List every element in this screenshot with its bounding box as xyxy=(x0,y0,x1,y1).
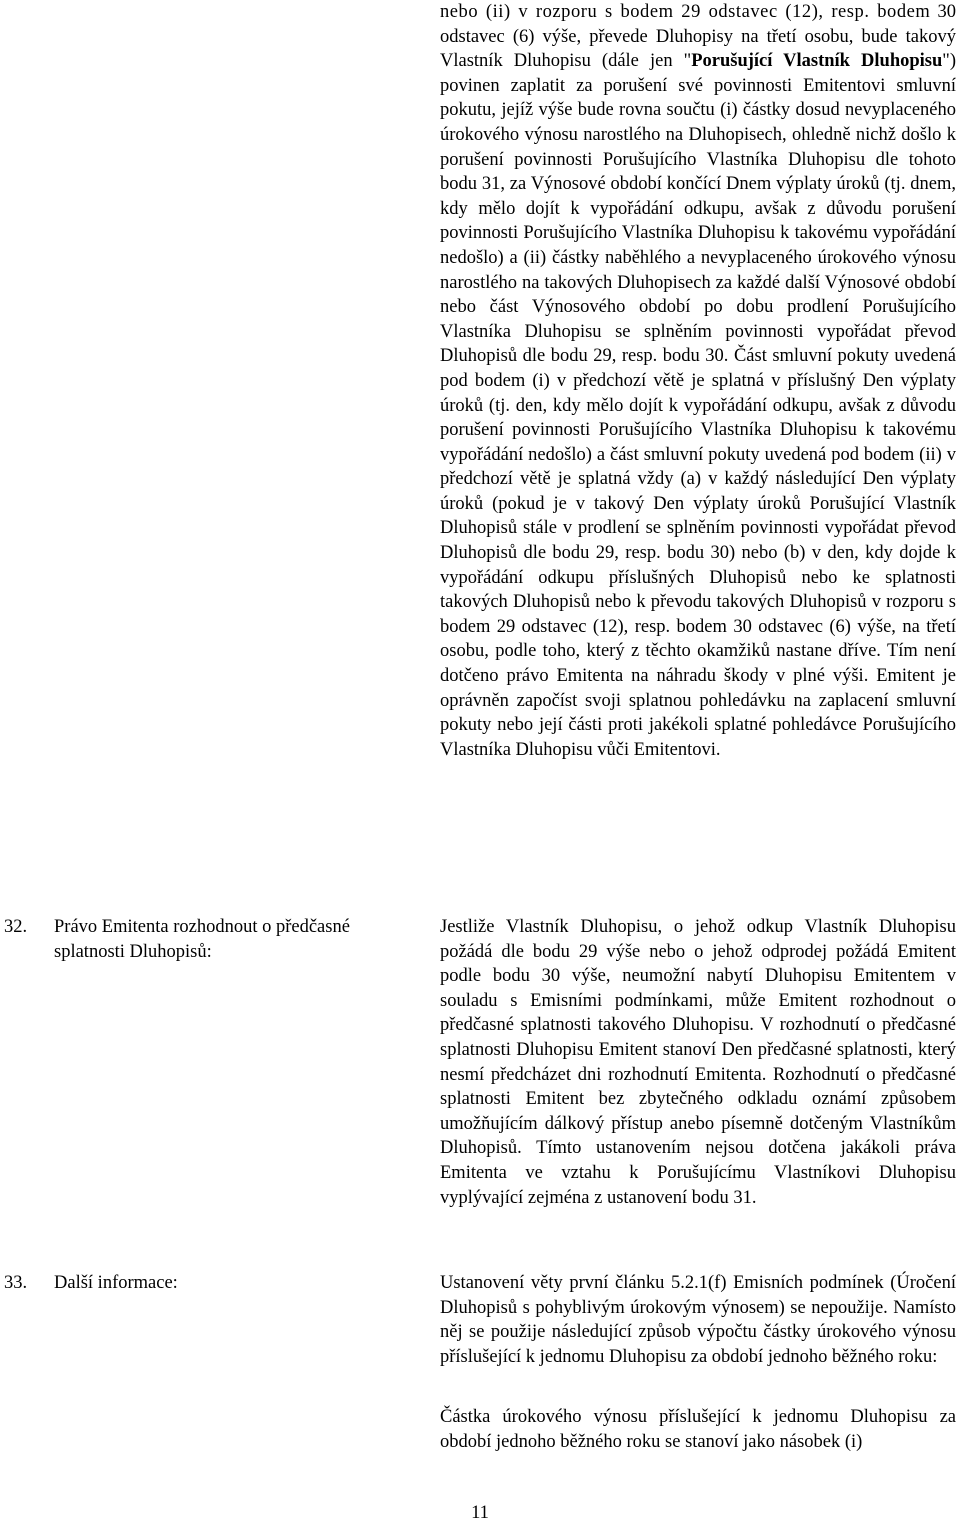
continued-paragraph-first-line: nebo (ii) v rozporu s bodem 29 odstavec (12), resp. bodem xyxy=(440,2,931,22)
section-33-label: Další informace: xyxy=(54,1273,178,1293)
defined-term-porusujici-vlastnik: Porušující Vlastník Dluhopisu xyxy=(691,51,943,72)
section-32-text: Jestliže Vlastník Dluhopisu, o jehož odkup Vlastník Dluhopisu požádá dle bodu 29 výše nebo o jehož odprodej požádá Emitent podle bodu 30 výše, neumožní nabytí Dluhopisu Emitentem v souladu s Emisními podmínkami, může Emitent rozhodnout o předčasné splatnosti takového Dluhopisu. V rozhodnutí o předčasné splatnosti Dluhopisu Emitent stanoví Den předčasné splatnosti, který nesmí předcházet dni rozhodnutí Emitenta. Rozhodnutí o předčasné splatnosti Emitent bez zbytečného odkladu oznámí způsobem umožňujícím dálkový přístup anebo písemně dotčeným Vlastníkům Dluhopisů. Tímto ustanovením nejsou dotčena jakákoli práva Emitenta ve vztahu k Porušujícímu Vlastníkovi Dluhopisu vyplývající zejména z ustanovení bodu 31. xyxy=(440,917,956,1208)
continued-paragraph-text-part2: ") povinen zaplatit za porušení své povinnosti Emitentovi smluvní pokutu, jejíž výše bude rovna součtu (i) částky dosud nevyplaceného úrokového výnosu narostlého na Dluhopisech, ohledně nichž došlo k porušení povinnosti Porušujícího Vlastníka Dluhopisu dle tohoto bodu 31, za Výnosové období končící Dnem výplaty úroků (tj. dnem, kdy mělo dojít k vypořádání odkupu, avšak z důvodu porušení povinnosti Porušujícího Vlastníka Dluhopisu k takovému vypořádání nedošlo) a (ii) částky naběhlého a nevyplaceného úrokového výnosu narostlého na takových Dluhopisech za každé další Výnosové období nebo část Výnosového období po dobu prodlení Porušujícího Vlastníka Dluhopisu se splněním povinnosti vypořádat převod Dluhopisů dle bodu 29, resp. bodu 30. Část smluvní pokuty uvedená pod bodem (i) v předchozí větě je splatná v příslušný Den výplaty úroků (tj. den, kdy mělo dojít k vypořádání odkupu, avšak z důvodu porušení povinnosti Porušujícího Vlastníka Dluhopisu k takovému vypořádání nedošlo) a část smluvní pokuty uvedená pod bodem (ii) v předchozí větě je splatná vždy (a) v každý následující Den výplaty úroků (pokud je v takový Den výplaty úroků Porušující Vlastník Dluhopisů stále v prodlení se splněním povinnosti vypořádat převod Dluhopisů dle bodu 29, resp. bodu 30) nebo (b) v den, kdy dojde k vypořádání odkupu příslušných Dluhopisů nebo ke splatnosti takových Dluhopisů nebo k převodu takových Dluhopisů v rozporu s bodem 29 odstavec (12), resp. bodem 30 odstavec (6) výše, na třetí osobu, podle toho, který z těchto okamžiků nastane dříve. Tím není dotčeno právo Emitenta na náhradu škody v plné výši. Emitent je oprávněn započíst svoji splatnou pohledávku na zaplacení smluvní pokuty nebo její části proti jakékoli splatné pohledávce Porušujícího Vlastníka Dluhopisu vůči Emitentovi. xyxy=(440,51,956,760)
section-32-number: 32. xyxy=(4,917,28,937)
continued-paragraph-text-part1: 30 odstavec (6) výše, převede Dluhopisy na třetí osobu, bude takový Vlastník Dluhopisu (dále jen " xyxy=(440,2,957,72)
continued-paragraph xyxy=(440,0,956,762)
section-33-text: Ustanovení věty první článku 5.2.1(f) Emisních podmínek (Úročení Dluhopisů s pohyblivým úrokovým výnosem) se nepoužije. Namísto něj se použije následující způsob výpočtu částky úrokového výnosu příslušející k jednomu Dluhopisu za období jednoho běžného roku: xyxy=(440,1273,956,1367)
section-33-number: 33. xyxy=(4,1273,28,1293)
section-32-label: Právo Emitenta rozhodnout o předčasné splatnosti Dluhopisů: xyxy=(54,917,350,962)
section-33-formula-text: Částka úrokového výnosu příslušející k jednomu Dluhopisu za období jednoho běžného roku se stanoví jako násobek (i) xyxy=(440,1407,956,1452)
page-number: 11 xyxy=(471,1503,489,1523)
